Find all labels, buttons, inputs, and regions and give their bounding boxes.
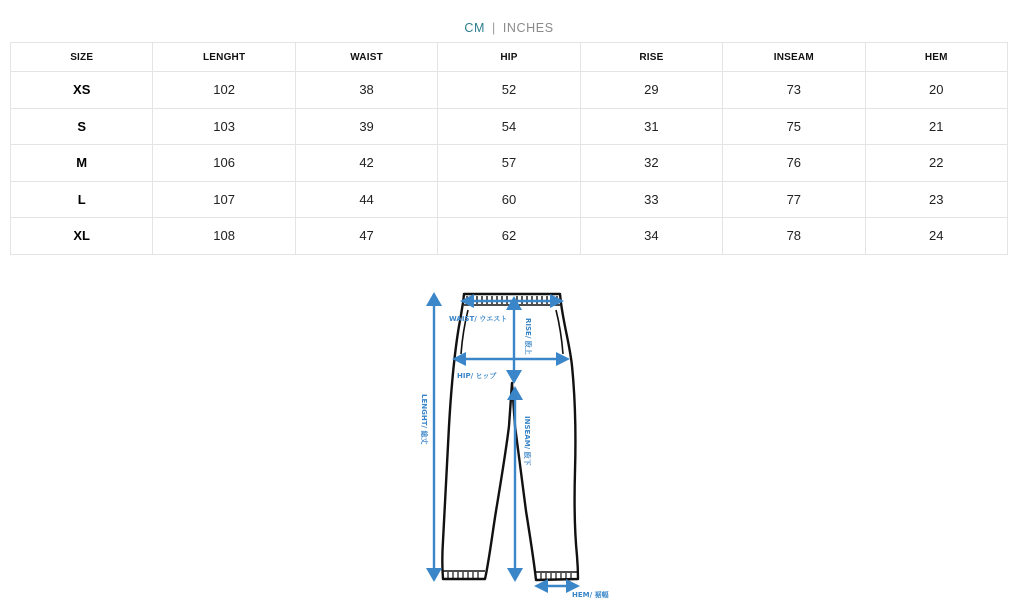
cell-hip: 60: [438, 181, 580, 218]
cell-inseam: 77: [723, 181, 865, 218]
cell-waist: 44: [295, 181, 437, 218]
size-chart-table: [10, 42, 1008, 255]
cell-rise: 32: [580, 145, 722, 182]
cell-size: XS: [11, 72, 153, 109]
cell-length: 108: [153, 218, 295, 255]
cell-size: L: [11, 181, 153, 218]
table-row: [11, 218, 1008, 255]
cell-waist: 42: [295, 145, 437, 182]
table-row: [11, 145, 1008, 182]
unit-toggle: [0, 21, 1018, 35]
cell-waist: 47: [295, 218, 437, 255]
header-hip: HIP: [438, 43, 580, 72]
cell-hip: 54: [438, 108, 580, 145]
cell-inseam: 73: [723, 72, 865, 109]
unit-cm-option[interactable]: CM: [464, 21, 485, 35]
cell-size: XL: [11, 218, 153, 255]
table-row: [11, 108, 1008, 145]
pants-measurement-diagram: [412, 286, 622, 600]
hem-label: HEM/ 裾幅: [572, 591, 609, 599]
cell-size: S: [11, 108, 153, 145]
cell-hem: 21: [865, 108, 1007, 145]
unit-inches-option[interactable]: INCHES: [502, 21, 554, 35]
header-size: SIZE: [11, 43, 153, 72]
unit-separator: |: [491, 21, 496, 35]
table-header-row: [11, 43, 1008, 72]
header-waist: WAIST: [295, 43, 437, 72]
header-inseam: INSEAM: [723, 43, 865, 72]
cell-hip: 62: [438, 218, 580, 255]
table-row: [11, 72, 1008, 109]
waist-label: WAIST/ ウエスト: [449, 315, 508, 323]
cell-rise: 33: [580, 181, 722, 218]
hip-label: HIP/ ヒップ: [457, 372, 497, 380]
cell-size: M: [11, 145, 153, 182]
cell-hip: 52: [438, 72, 580, 109]
cell-hip: 57: [438, 145, 580, 182]
cell-hem: 20: [865, 72, 1007, 109]
rise-label: RISE/ 股上: [524, 318, 532, 355]
inseam-label: INSEAM/ 股下: [523, 416, 531, 466]
cell-hem: 24: [865, 218, 1007, 255]
cell-length: 106: [153, 145, 295, 182]
cell-waist: 39: [295, 108, 437, 145]
header-rise: RISE: [580, 43, 722, 72]
cell-hem: 22: [865, 145, 1007, 182]
cell-inseam: 75: [723, 108, 865, 145]
cell-length: 107: [153, 181, 295, 218]
table-row: [11, 181, 1008, 218]
header-hem: HEM: [865, 43, 1007, 72]
cell-inseam: 78: [723, 218, 865, 255]
cell-length: 103: [153, 108, 295, 145]
header-length: LENGHT: [153, 43, 295, 72]
cell-inseam: 76: [723, 145, 865, 182]
cell-rise: 29: [580, 72, 722, 109]
length-label: LENGHT/ 総丈: [420, 394, 428, 445]
cell-rise: 34: [580, 218, 722, 255]
cell-length: 102: [153, 72, 295, 109]
cell-rise: 31: [580, 108, 722, 145]
cell-waist: 38: [295, 72, 437, 109]
cell-hem: 23: [865, 181, 1007, 218]
